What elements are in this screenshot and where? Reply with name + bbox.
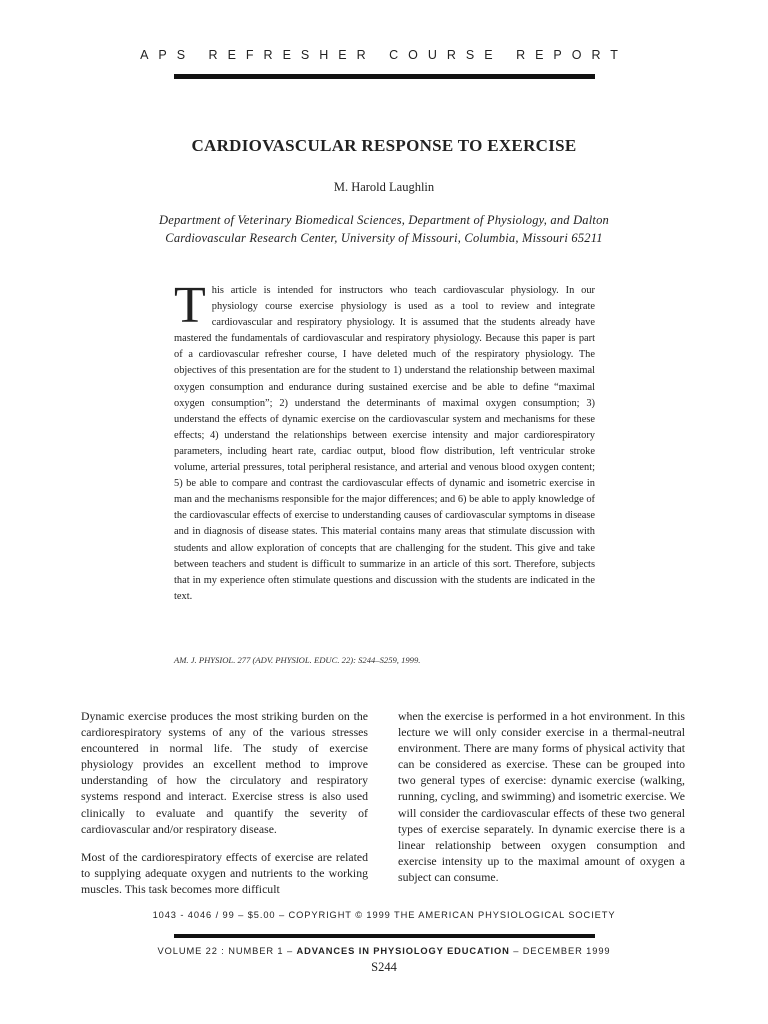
body-paragraph: when the exercise is performed in a hot environment. In this lecture we will only consider exercise in a thermal-neutral environment. There are many forms of physical activity that can be considered as exercise. These can be grouped into two general types of exercise: dynamic exercise (walking, running, cycling, and swimming) and isometric exercise. We will consider the cardiovascular effects of these two general types of exercise separately. In dynamic exercise there is a linear relationship between oxygen consumption and exercise intensity up to the maximal amount of oxygen a subject can consume. (398, 709, 685, 884)
affiliation (0, 211, 768, 247)
header-rule (174, 74, 595, 79)
article-title: CARDIOVASCULAR RESPONSE TO EXERCISE (191, 136, 577, 155)
body-column-left (81, 708, 368, 909)
issue-date: – DECEMBER 1999 (513, 946, 611, 956)
body-paragraph: Most of the cardiorespiratory effects of exercise are related to supplying adequate oxygen and nutrients to the working muscles. This task becomes more difficult (81, 849, 368, 896)
citation: AM. J. PHYSIOL. 277 (ADV. PHYSIOL. EDUC. 22): S244–S259, 1999. (174, 655, 421, 665)
page-number: S244 (371, 960, 397, 974)
body-column-right (398, 708, 685, 897)
affiliation-line-2: Cardiovascular Research Center, University of Missouri, Columbia, Missouri 65211 (165, 231, 603, 245)
drop-cap: T (174, 277, 206, 334)
volume-info: VOLUME 22 : NUMBER 1 – (157, 946, 294, 956)
copyright-line: 1043 - 4046 / 99 – $5.00 – COPYRIGHT © 1999 THE AMERICAN PHYSIOLOGICAL SOCIETY (152, 910, 616, 920)
footer-rule (174, 934, 595, 938)
abstract (174, 277, 595, 605)
abstract-text: his article is intended for instructors who teach cardiovascular physiology. In our physiology course exercise physiology is used as a tool to review and integrate cardiovascular and respiratory physiology. It is assumed that the students already have mastered the fundamentals of cardiovascular and respiratory physiology. Because this paper is part of a cardiovascular refresher course, I have deleted much of the respiratory physiology. The objectives of this presentation are for the student to 1) understand the relationship between maximal oxygen consumption and endurance during sustained exercise and be able to define “maximal oxygen consumption”; 2) understand the determinants of maximal oxygen consumption; 3) understand the effects of dynamic exercise on the cardiovascular system and mechanisms for these effects; 4) understand the relationships between exercise intensity and major cardiorespiratory parameters, including heart rate, cardiac output, blood flow distribution, left ventricular stroke volume, arterial pressures, total peripheral resistance, and arterial and venous blood oxygen content; 5) be able to compare and contrast the cardiovascular effects of dynamic and isometric exercise in man and the mechanisms responsible for the major differences; and 6) be able to apply knowledge of the cardiovascular effects of exercise to understanding causes of cardiovascular symptoms in disease and in diagnosis of disease states. This material contains many areas that stimulate discussion with students and allow exploration of concepts that are challenging for the student. This give and take between teachers and student is difficult to summarize in an article of this sort. Therefore, subjects that in my experience often stimulate questions and discussion with the students are indicated in the text. (174, 285, 595, 602)
affiliation-line-1: Department of Veterinary Biomedical Sciences, Department of Physiology, and Dalton (159, 213, 609, 227)
journal-name: ADVANCES IN PHYSIOLOGY EDUCATION (296, 946, 510, 956)
author-name: M. Harold Laughlin (333, 180, 435, 194)
journal-footer (0, 946, 768, 956)
report-header: APS REFRESHER COURSE REPORT (140, 48, 628, 62)
body-paragraph: Dynamic exercise produces the most striking burden on the cardiorespiratory systems of any of the various stresses encountered in normal life. The study of exercise physiology provides an excellent method to improve understanding of how the circulatory and respiratory systems respond and interact. Exercise stress is also used clinically to evaluate and quantify the severity of cardiovascular and/or respiratory disease. (81, 709, 368, 836)
